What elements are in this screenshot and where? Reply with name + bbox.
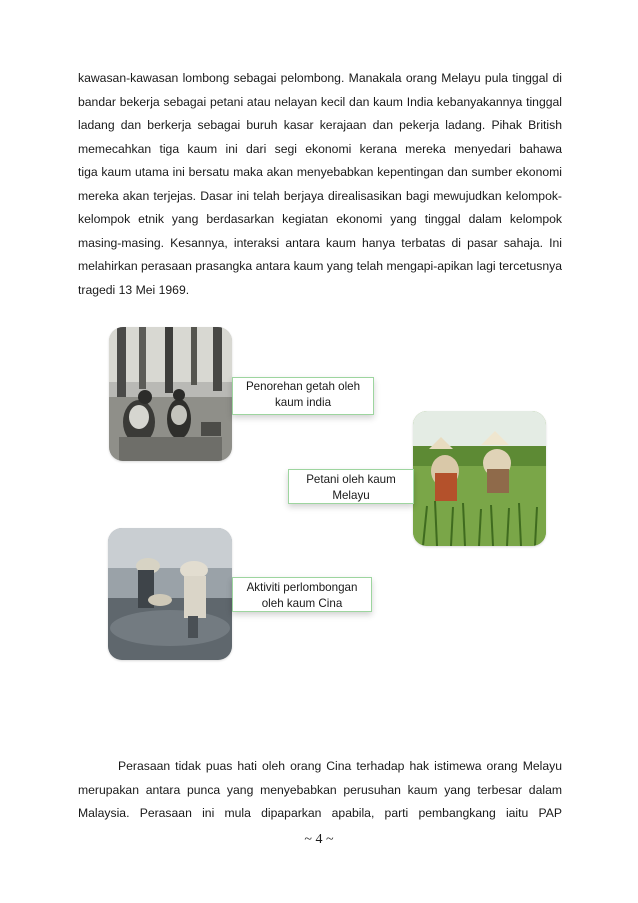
text-line: tiga kaum utama ini bersatu maka akan menyebabkan kepentingan dan sumber ekonomi xyxy=(78,165,562,179)
text-line: memecahkan tiga kaum ini dari segi ekonomi kerana mereka menyedari bahawa xyxy=(78,141,562,156)
text-line: kelompok etnik yang berdasarkan kegiatan ekonomi yang tinggal dalam kelompok xyxy=(78,212,562,226)
text-line: merupakan antara punca yang menyebabkan perusuhan kaum yang terbesar dalam xyxy=(78,782,562,797)
text-line: Perasaan tidak puas hati oleh orang Cina terhadap hak istimewa orang Melayu xyxy=(118,759,562,773)
text-line: kawasan-kawasan lombong sebagai pelombong. Manakala orang Melayu pula tinggal di xyxy=(78,71,562,85)
mining-caption: Aktiviti perlombongan oleh kaum Cina xyxy=(232,577,372,612)
body-paragraph-1 xyxy=(78,67,562,302)
farmer-caption: Petani oleh kaum Melayu xyxy=(288,469,414,504)
text-line: ladang dan berkerja sebagai buruh kasar kerajaan dan pekerja ladang. Pihak British xyxy=(78,118,562,132)
text-line: melahirkan perasaan prasangka antara kaum yang telah mengapi-apikan lagi tercetusnya xyxy=(78,259,562,273)
body-paragraph-2 xyxy=(78,755,562,826)
text-line: masing-masing. Kesannya, interaksi antara kaum hanya terbatas di pasar sahaja. Ini xyxy=(78,235,562,250)
rubber-tapping-caption: Penorehan getah oleh kaum india xyxy=(232,377,374,415)
tin-mining-photo xyxy=(108,528,232,660)
page-number: ~ 4 ~ xyxy=(304,832,334,847)
text-line: tragedi 13 Mei 1969. xyxy=(78,282,190,297)
text-line: bandar bekerja sebagai petani atau nelayan kecil dan kaum India kebanyakannya tinggal xyxy=(78,94,562,109)
text-line: mereka akan terjejas. Dasar ini telah berjaya direalisasikan bagi mewujudkan kelompok- xyxy=(78,188,562,203)
paddy-farmer-photo xyxy=(413,411,546,546)
text-line: Malaysia. Perasaan ini mula dipaparkan apabila, parti pembangkang iaitu PAP xyxy=(78,806,562,820)
rubber-tapping-photo xyxy=(109,327,232,461)
